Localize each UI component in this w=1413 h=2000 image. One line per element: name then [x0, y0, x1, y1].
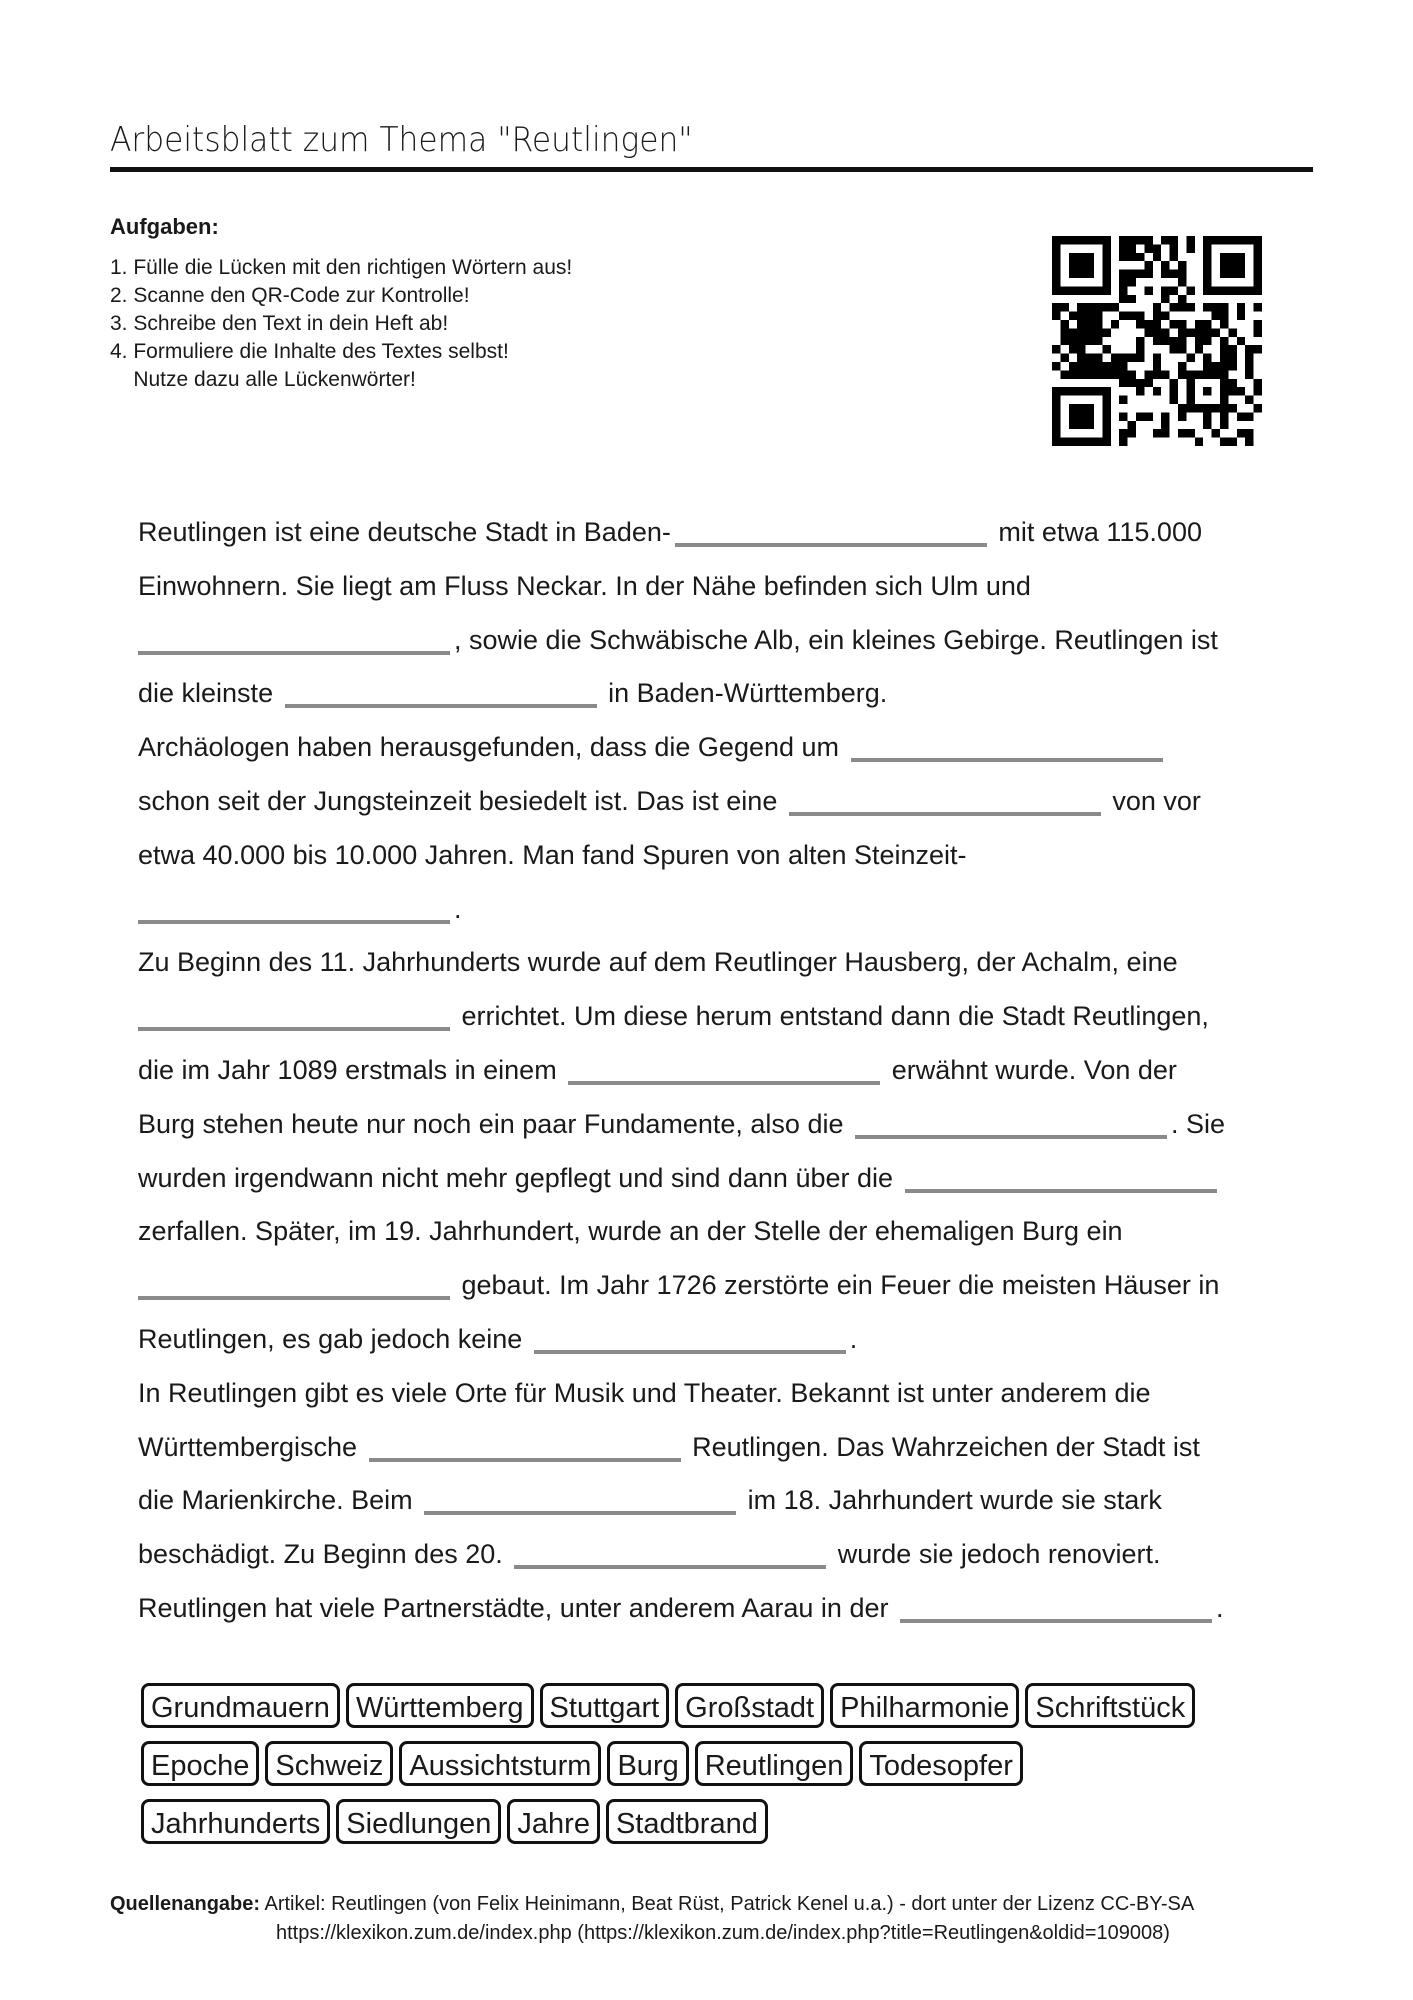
blank-field[interactable] — [534, 1320, 846, 1354]
word-bank-row — [141, 1741, 1281, 1799]
cloze-line: Reutlingen hat viele Partnerstädte, unter anderem Aarau in der . — [138, 1582, 1278, 1636]
blank-field[interactable] — [424, 1481, 736, 1515]
word-bank — [141, 1683, 1281, 1857]
word-chip[interactable]: Burg — [607, 1741, 688, 1786]
cloze-line: Reutlingen ist eine deutsche Stadt in Baden- mit etwa 115.000 — [138, 506, 1278, 560]
blank-field[interactable] — [675, 513, 987, 547]
cloze-line: Einwohnern. Sie liegt am Fluss Neckar. In der Nähe befinden sich Ulm und — [138, 570, 1031, 601]
cloze-line: In Reutlingen gibt es viele Orte für Musik und Theater. Bekannt ist unter anderem die — [138, 1377, 1151, 1408]
word-chip[interactable]: Stadtbrand — [606, 1799, 768, 1844]
word-chip[interactable]: Stuttgart — [540, 1683, 670, 1728]
tasks-heading: Aufgaben: — [110, 214, 219, 239]
word-chip[interactable]: Reutlingen — [695, 1741, 854, 1786]
source-url[interactable]: https://klexikon.zum.de/index.php (https://klexikon.zum.de/index.php?title=Reutlingen&oldid=109008) — [276, 1922, 1170, 1944]
cloze-line: die Marienkirche. Beim im 18. Jahrhundert wurde sie stark — [138, 1474, 1278, 1528]
cloze-line: gebaut. Im Jahr 1726 zerstörte ein Feuer die meisten Häuser in — [138, 1259, 1278, 1313]
blank-field[interactable] — [905, 1159, 1217, 1193]
blank-field[interactable] — [568, 1051, 880, 1085]
cloze-line: Reutlingen, es gab jedoch keine . — [138, 1313, 1278, 1367]
blank-field[interactable] — [138, 890, 450, 924]
task-item: 1. Fülle die Lücken mit den richtigen Wörtern aus! — [110, 256, 573, 279]
cloze-line: Zu Beginn des 11. Jahrhunderts wurde auf dem Reutlinger Hausberg, der Achalm, eine — [138, 947, 1178, 978]
word-chip[interactable]: Epoche — [141, 1741, 259, 1786]
cloze-line: beschädigt. Zu Beginn des 20. wurde sie jedoch renoviert. — [138, 1528, 1278, 1582]
word-chip[interactable]: Grundmauern — [141, 1683, 340, 1728]
word-chip[interactable]: Jahre — [507, 1799, 600, 1844]
cloze-line: Württembergische Reutlingen. Das Wahrzeichen der Stadt ist — [138, 1421, 1278, 1475]
blank-field[interactable] — [138, 621, 450, 655]
cloze-line: zerfallen. Später, im 19. Jahrhundert, wurde an der Stelle der ehemaligen Burg ein — [138, 1216, 1123, 1247]
cloze-line: die kleinste in Baden-Württemberg. — [138, 667, 1278, 721]
word-chip[interactable]: Todesopfer — [859, 1741, 1023, 1786]
cloze-line: etwa 40.000 bis 10.000 Jahren. Man fand Spuren von alten Steinzeit- — [138, 839, 967, 870]
cloze-line: schon seit der Jungsteinzeit besiedelt ist. Das ist eine von vor — [138, 775, 1278, 829]
blank-field[interactable] — [285, 674, 597, 708]
blank-field[interactable] — [789, 782, 1101, 816]
cloze-line: wurden irgendwann nicht mehr gepflegt und sind dann über die — [138, 1152, 1278, 1206]
word-chip[interactable]: Schriftstück — [1025, 1683, 1195, 1728]
qr-code — [1052, 236, 1262, 446]
cloze-line: die im Jahr 1089 erstmals in einem erwähnt wurde. Von der — [138, 1044, 1278, 1098]
blank-field[interactable] — [855, 1105, 1167, 1139]
word-chip[interactable]: Großstadt — [675, 1683, 824, 1728]
task-list — [110, 254, 572, 394]
blank-field[interactable] — [138, 997, 450, 1031]
blank-field[interactable] — [851, 728, 1163, 762]
task-item: 2. Scanne den QR-Code zur Kontrolle! — [110, 284, 470, 307]
word-bank-row — [141, 1799, 1281, 1857]
blank-field[interactable] — [369, 1428, 681, 1462]
cloze-text — [138, 506, 1278, 1636]
word-chip[interactable]: Württemberg — [346, 1683, 534, 1728]
cloze-line: . — [138, 883, 1278, 937]
blank-field[interactable] — [900, 1589, 1212, 1623]
source-citation — [110, 1890, 1194, 1948]
task-item: Nutze dazu alle Lückenwörter! — [110, 368, 416, 391]
cloze-line: , sowie die Schwäbische Alb, ein kleines Gebirge. Reutlingen ist — [138, 614, 1278, 668]
word-chip[interactable]: Philharmonie — [830, 1683, 1019, 1728]
word-bank-row — [141, 1683, 1281, 1741]
word-chip[interactable]: Siedlungen — [336, 1799, 501, 1844]
blank-field[interactable] — [514, 1535, 826, 1569]
word-chip[interactable]: Schweiz — [265, 1741, 393, 1786]
word-chip[interactable]: Aussichtsturm — [399, 1741, 601, 1786]
task-item: 4. Formuliere die Inhalte des Textes selbst! — [110, 340, 509, 363]
blank-field[interactable] — [138, 1266, 450, 1300]
cloze-line: Archäologen haben herausgefunden, dass die Gegend um — [138, 721, 1278, 775]
title-rule — [110, 167, 1313, 172]
cloze-line: Burg stehen heute nur noch ein paar Fundamente, also die . Sie — [138, 1098, 1278, 1152]
cloze-line: errichtet. Um diese herum entstand dann die Stadt Reutlingen, — [138, 990, 1278, 1044]
page-title: Arbeitsblatt zum Thema "Reutlingen" — [110, 120, 693, 160]
source-text: Artikel: Reutlingen (von Felix Heinimann, Beat Rüst, Patrick Kenel u.a.) - dort unter der Lizenz CC-BY-SA — [260, 1893, 1195, 1915]
task-item: 3. Schreibe den Text in dein Heft ab! — [110, 312, 449, 335]
source-label: Quellenangabe: — [110, 1893, 261, 1915]
word-chip[interactable]: Jahrhunderts — [141, 1799, 330, 1844]
